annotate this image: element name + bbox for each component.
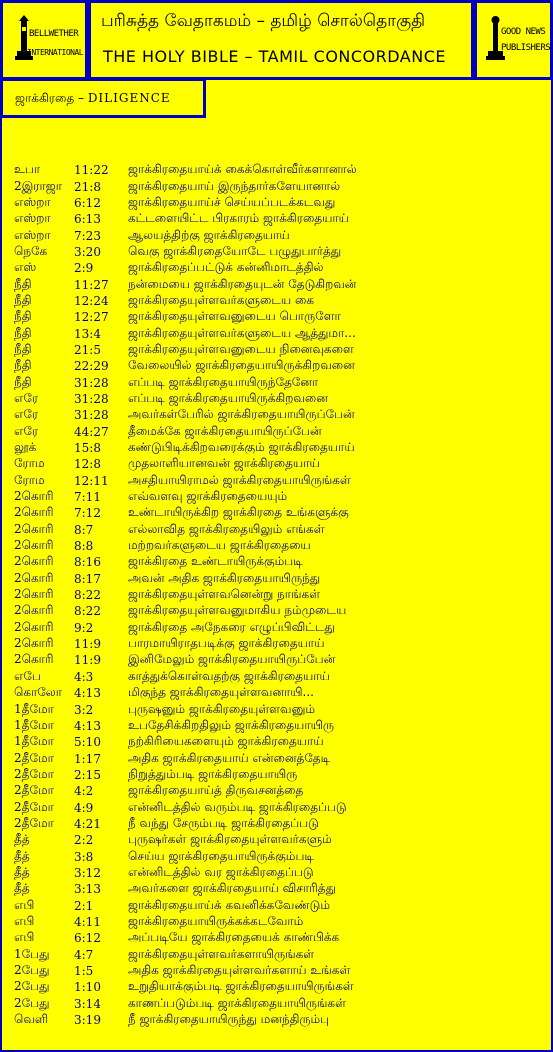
entry-book: ரோம bbox=[14, 456, 45, 471]
entry-book: 2பேது bbox=[14, 979, 50, 994]
entry-reference: 21:8 bbox=[74, 179, 101, 194]
entry-text: எல்லாவித ஜாக்கிரதையிலும் எங்கள் bbox=[128, 521, 325, 536]
entry-book: 2தீமோ bbox=[14, 799, 54, 814]
list-item bbox=[14, 734, 534, 750]
entry-reference: 2:2 bbox=[74, 833, 94, 848]
entry-text: ஜாக்கிரதையுள்ளவனென்று நாங்கள் bbox=[128, 587, 321, 602]
entry-text: உபதேசிக்கிறதிலும் ஜாக்கிரதையாயிரு bbox=[128, 717, 335, 732]
entry-reference: 3:2 bbox=[74, 702, 94, 717]
entry-book: 2கொரி bbox=[14, 587, 54, 602]
entry-book: எபி bbox=[14, 913, 35, 928]
entry-text: ஜாக்கிரதையுள்ளவனுடைய பொருளோ bbox=[128, 309, 341, 324]
entry-book: 2தீமோ bbox=[14, 783, 54, 798]
entry-book: 2தீமோ bbox=[14, 750, 54, 765]
list-item bbox=[14, 881, 534, 897]
entry-reference: 12:11 bbox=[74, 473, 109, 488]
entry-reference: 11:27 bbox=[74, 277, 109, 292]
list-item bbox=[14, 489, 534, 505]
list-item bbox=[14, 227, 534, 243]
entry-book: எபி bbox=[14, 930, 35, 945]
entry-reference: 8:7 bbox=[74, 522, 94, 537]
entry-reference: 11:9 bbox=[74, 637, 101, 652]
entry-book: தீத் bbox=[14, 864, 30, 879]
list-item bbox=[14, 440, 534, 456]
entry-reference: 2:9 bbox=[74, 261, 94, 276]
entry-book: உபா bbox=[14, 162, 41, 177]
list-item bbox=[14, 620, 534, 636]
entry-book: 2கொரி bbox=[14, 570, 54, 585]
list-item bbox=[14, 685, 534, 701]
entry-book: 2கொரி bbox=[14, 652, 54, 667]
entry-book: எரே bbox=[14, 423, 39, 438]
list-item bbox=[14, 603, 534, 619]
entry-reference: 4:7 bbox=[74, 947, 94, 962]
entry-reference: 31:28 bbox=[74, 375, 109, 390]
entry-text: அசதியாயிராமல் ஜாக்கிரதையாயிருங்கள் bbox=[128, 472, 351, 487]
word-tamil: ஜாக்கிரதை bbox=[15, 91, 75, 105]
entry-text: காத்துக்கொள்வதற்கு ஜாக்கிரதையாய் bbox=[128, 668, 330, 683]
list-item bbox=[14, 701, 534, 717]
list-item bbox=[14, 963, 534, 979]
entry-text: ஜாக்கிரதையுள்ளவர்களுடைய கை bbox=[128, 292, 315, 307]
entry-book: 1பேது bbox=[14, 946, 50, 961]
list-item bbox=[14, 522, 534, 538]
entry-book: நீதி bbox=[14, 358, 32, 373]
good-news-logo-line2: PUBLISHERS bbox=[501, 43, 551, 53]
entry-text: முதலாளியானவன் ஜாக்கிரதையாய் bbox=[128, 456, 320, 471]
entry-reference: 2:15 bbox=[74, 767, 101, 782]
list-item bbox=[14, 783, 534, 799]
entry-reference: 31:28 bbox=[74, 408, 109, 423]
title-tamil: பரிசுத்த வேதாகமம் – தமிழ் சொல்தொகுதி bbox=[101, 11, 426, 31]
entry-text: எப்படி ஜாக்கிரதையாயிருந்தேனோ bbox=[128, 374, 319, 389]
entry-reference: 1:17 bbox=[74, 751, 101, 766]
entry-reference: 12:24 bbox=[74, 293, 109, 308]
entry-reference: 3:12 bbox=[74, 865, 101, 880]
entry-reference: 12:27 bbox=[74, 310, 109, 325]
list-item bbox=[14, 374, 534, 390]
entry-reference: 13:4 bbox=[74, 326, 101, 341]
entry-text: ஜாக்கிரதையாய் இருந்தார்களேயானால் bbox=[128, 178, 341, 193]
list-item bbox=[14, 538, 534, 554]
entry-text: நீ வந்து சேரும்படி ஜாக்கிரதைப்படு bbox=[128, 815, 319, 830]
entry-book: எபே bbox=[14, 668, 41, 683]
entry-reference: 1:10 bbox=[74, 980, 101, 995]
list-item bbox=[14, 293, 534, 309]
entry-text: என்னிடத்தில் வர ஜாக்கிரதைப்படு bbox=[128, 864, 314, 879]
entry-text: உண்டாயிருக்கிற ஜாக்கிரதை உங்களுக்கு bbox=[128, 505, 349, 520]
list-item bbox=[14, 930, 534, 946]
entry-book: நெகே bbox=[14, 243, 48, 258]
entry-text: ஜாக்கிரதையுள்ளவனுமாகிய நம்முடைய bbox=[128, 603, 347, 618]
entry-text: அவர்கள்பேரில் ஜாக்கிரதையாயிருப்பேன் bbox=[128, 407, 355, 422]
entry-reference: 8:17 bbox=[74, 571, 101, 586]
list-item bbox=[14, 358, 534, 374]
entry-reference: 21:5 bbox=[74, 342, 101, 357]
entry-text: ஜாக்கிரதைப்பட்டுக் கன்னிமாடத்தில் bbox=[128, 260, 324, 275]
word-english: DILIGENCE bbox=[87, 91, 171, 105]
entry-book: எபி bbox=[14, 897, 35, 912]
list-item bbox=[14, 276, 534, 292]
entry-reference: 8:16 bbox=[74, 555, 101, 570]
good-news-logo bbox=[474, 0, 553, 80]
entry-text: ஜாக்கிரதை அநேகரை எழுப்பிவிட்டது bbox=[128, 619, 335, 634]
word-heading-text bbox=[15, 91, 171, 107]
list-item bbox=[14, 554, 534, 570]
entry-book: 2பேது bbox=[14, 995, 50, 1010]
entry-text: ஜாக்கிரதையாய்ச் செய்யப்படக்கடவது bbox=[128, 194, 336, 209]
entry-text: எப்படி ஜாக்கிரதையாயிருக்கிறவனை bbox=[128, 390, 328, 405]
entry-text: வெகு ஜாக்கிரதையோடே பழுதுபார்த்து bbox=[128, 243, 342, 258]
entry-text: அவன் அதிக ஜாக்கிரதையாயிருந்து bbox=[128, 570, 321, 585]
entry-reference: 15:8 bbox=[74, 441, 101, 456]
word-heading bbox=[0, 78, 206, 118]
entry-text: ஜாக்கிரதையாய்க் கவனிக்கவேண்டும் bbox=[128, 897, 331, 912]
entry-book: 1தீமோ bbox=[14, 734, 54, 749]
entry-reference: 7:11 bbox=[74, 490, 101, 505]
entry-text: நிறுத்தும்படி ஜாக்கிரதையாயிரு bbox=[128, 766, 298, 781]
list-item bbox=[14, 244, 534, 260]
entry-book: லூக் bbox=[14, 440, 37, 455]
entry-book: எரே bbox=[14, 390, 39, 405]
entry-reference: 6:13 bbox=[74, 212, 101, 227]
list-item bbox=[14, 669, 534, 685]
bellwether-logo-line1: BELLWETHER bbox=[29, 29, 79, 39]
list-item bbox=[14, 848, 534, 864]
entry-reference: 1:5 bbox=[74, 964, 94, 979]
entry-book: கொலோ bbox=[14, 685, 63, 700]
entry-book: 2கொரி bbox=[14, 636, 54, 651]
entry-reference: 8:22 bbox=[74, 588, 101, 603]
list-item bbox=[14, 571, 534, 587]
entry-text: என்னிடத்தில் வரும்படி ஜாக்கிரதைப்படு bbox=[128, 799, 347, 814]
good-news-logo-icon bbox=[483, 15, 553, 65]
entry-book: 2கொரி bbox=[14, 619, 54, 634]
entry-reference: 44:27 bbox=[74, 424, 109, 439]
entry-text: தீமைக்கே ஜாக்கிரதையாயிருப்பேன் bbox=[128, 423, 322, 438]
list-item bbox=[14, 342, 534, 358]
list-item bbox=[14, 162, 534, 178]
entry-text: அப்படியே ஜாக்கிரதையைக் காண்பிக்க bbox=[128, 930, 340, 945]
entry-text: மிகுந்த ஜாக்கிரதையுள்ளவனாயி... bbox=[128, 685, 314, 700]
list-item bbox=[14, 996, 534, 1012]
entry-text: அதிக ஜாக்கிரதையாய் என்னைத்தேடி bbox=[128, 750, 331, 765]
entry-text: கட்டளையிட்ட பிரகாரம் ஜாக்கிரதையாய் bbox=[128, 211, 349, 226]
list-item bbox=[14, 505, 534, 521]
entry-reference: 7:12 bbox=[74, 506, 101, 521]
entry-reference: 6:12 bbox=[74, 931, 101, 946]
entry-book: 2கொரி bbox=[14, 521, 54, 536]
entry-reference: 3:14 bbox=[74, 996, 101, 1011]
entry-book: தீத் bbox=[14, 881, 30, 896]
entry-reference: 3:8 bbox=[74, 849, 94, 864]
entry-text: எவ்வளவு ஜாக்கிரதையையும் bbox=[128, 489, 288, 504]
entry-text: ஜாக்கிரதையாய்த் திருவசனத்தை bbox=[128, 783, 304, 798]
entry-text: ஜாக்கிரதையாயிருக்கக்கடவோம் bbox=[128, 913, 304, 928]
title-banner bbox=[88, 0, 474, 80]
bellwether-logo-line2: INTERNATIONAL bbox=[27, 48, 84, 57]
list-item bbox=[14, 195, 534, 211]
entry-text: ஜாக்கிரதையுள்ளவர்களாயிருங்கள் bbox=[128, 946, 315, 961]
entry-reference: 2:1 bbox=[74, 898, 94, 913]
entry-reference: 12:8 bbox=[74, 457, 101, 472]
entry-text: ஆலயத்திற்கு ஜாக்கிரதையாய் bbox=[128, 227, 290, 242]
entry-text: நற்கிரியைகளையும் ஜாக்கிரதையாய் bbox=[128, 734, 324, 749]
list-item bbox=[14, 914, 534, 930]
list-item bbox=[14, 652, 534, 668]
entry-text: அவர்களை ஜாக்கிரதையாய் விசாரித்து bbox=[128, 881, 337, 896]
title-english: THE HOLY BIBLE – TAMIL CONCORDANCE bbox=[103, 47, 446, 66]
list-item bbox=[14, 456, 534, 472]
entry-reference: 6:12 bbox=[74, 195, 101, 210]
list-item bbox=[14, 636, 534, 652]
entry-reference: 3:20 bbox=[74, 244, 101, 259]
entry-text: நீ ஜாக்கிரதையாயிருந்து மனந்திரும்பு bbox=[128, 1012, 330, 1027]
list-item bbox=[14, 178, 534, 194]
list-item bbox=[14, 947, 534, 963]
list-item bbox=[14, 767, 534, 783]
entry-text: பாரமாயிராதபடிக்கு ஜாக்கிரதையாய் bbox=[128, 636, 325, 651]
entry-book: நீதி bbox=[14, 309, 32, 324]
entry-book: 2இராஜா bbox=[14, 178, 63, 193]
entry-book: நீதி bbox=[14, 276, 32, 291]
entry-book: 2கொரி bbox=[14, 489, 54, 504]
entry-reference: 8:8 bbox=[74, 539, 94, 554]
entry-book: நீதி bbox=[14, 325, 32, 340]
list-item bbox=[14, 424, 534, 440]
entry-text: புருஷனும் ஜாக்கிரதையுள்ளவனும் bbox=[128, 701, 316, 716]
list-item bbox=[14, 325, 534, 341]
entry-text: நன்மையை ஜாக்கிரதையுடன் தேடுகிறவன் bbox=[128, 276, 357, 291]
entry-book: 2பேது bbox=[14, 963, 50, 978]
list-item bbox=[14, 309, 534, 325]
list-item bbox=[14, 260, 534, 276]
list-item bbox=[14, 979, 534, 995]
bellwether-logo bbox=[0, 0, 88, 80]
entry-book: வெளி bbox=[14, 1012, 49, 1027]
entry-book: 2கொரி bbox=[14, 538, 54, 553]
entry-book: 1தீமோ bbox=[14, 701, 54, 716]
entry-text: உறுதியாக்கும்படி ஜாக்கிரதையாயிருங்கள் bbox=[128, 979, 354, 994]
entry-book: 2தீமோ bbox=[14, 815, 54, 830]
entry-reference: 4:3 bbox=[74, 669, 94, 684]
entry-text: செய்ய ஜாக்கிரதையாயிருக்கும்படி bbox=[128, 848, 314, 863]
entry-book: ரோம bbox=[14, 472, 45, 487]
entry-book: 2கொரி bbox=[14, 603, 54, 618]
list-item bbox=[14, 799, 534, 815]
entry-reference: 3:13 bbox=[74, 882, 101, 897]
entry-book: நீதி bbox=[14, 374, 32, 389]
entry-reference: 4:2 bbox=[74, 784, 94, 799]
entry-book: நீதி bbox=[14, 292, 32, 307]
list-item bbox=[14, 587, 534, 603]
entry-reference: 8:22 bbox=[74, 604, 101, 619]
entry-reference: 5:10 bbox=[74, 735, 101, 750]
list-item bbox=[14, 865, 534, 881]
entry-book: தீத் bbox=[14, 832, 30, 847]
list-item bbox=[14, 750, 534, 766]
good-news-logo-line1: GOOD NEWS bbox=[501, 27, 546, 37]
entry-book: எஸ்றா bbox=[14, 227, 51, 242]
list-item bbox=[14, 832, 534, 848]
entry-text: காணப்படும்படி ஜாக்கிரதையாயிருங்கள் bbox=[128, 995, 346, 1010]
entry-reference: 9:2 bbox=[74, 620, 94, 635]
word-separator: – bbox=[77, 91, 84, 105]
entry-reference: 31:28 bbox=[74, 391, 109, 406]
entry-text: அதிக ஜாக்கிரதையுள்ளவர்களாய் உங்கள் bbox=[128, 963, 351, 978]
entry-reference: 4:11 bbox=[74, 914, 101, 929]
entry-text: கண்டுபிடிக்கிறவரைக்கும் ஜாக்கிரதையாய் bbox=[128, 440, 355, 455]
entry-text: ஜாக்கிரதையாய்க் கைக்கொள்வீர்களானால் bbox=[128, 162, 357, 177]
entry-book: 2தீமோ bbox=[14, 766, 54, 781]
list-item bbox=[14, 407, 534, 423]
entry-text: ஜாக்கிரதையுள்ளவனுடைய நினைவுகளை bbox=[128, 341, 354, 356]
list-item bbox=[14, 211, 534, 227]
list-item bbox=[14, 391, 534, 407]
entry-text: ஜாக்கிரதை உண்டாயிருக்கும்படி bbox=[128, 554, 303, 569]
entry-text: மற்றவர்களுடைய ஜாக்கிரதையை bbox=[128, 538, 311, 553]
list-item bbox=[14, 897, 534, 913]
entry-book: எஸ்றா bbox=[14, 194, 51, 209]
entry-book: எஸ் bbox=[14, 260, 37, 275]
concordance-list bbox=[14, 162, 534, 1028]
entry-text: வேலையில் ஜாக்கிரதையாயிருக்கிறவனை bbox=[128, 358, 355, 373]
entry-text: இனிமேலும் ஜாக்கிரதையாயிருப்பேன் bbox=[128, 652, 336, 667]
entry-reference: 11:22 bbox=[74, 163, 109, 178]
entry-book: எரே bbox=[14, 407, 39, 422]
entry-reference: 4:13 bbox=[74, 686, 101, 701]
entry-reference: 7:23 bbox=[74, 228, 101, 243]
entry-text: புருஷர்கள் ஜாக்கிரதையுள்ளவர்களும் bbox=[128, 832, 332, 847]
entry-book: தீத் bbox=[14, 848, 30, 863]
list-item bbox=[14, 1012, 534, 1028]
entry-text: ஜாக்கிரதையுள்ளவர்களுடைய ஆத்துமா... bbox=[128, 325, 356, 340]
entry-reference: 4:21 bbox=[74, 816, 101, 831]
entry-book: 1தீமோ bbox=[14, 717, 54, 732]
entry-reference: 11:9 bbox=[74, 653, 101, 668]
list-item bbox=[14, 473, 534, 489]
entry-book: எஸ்றா bbox=[14, 211, 51, 226]
entry-reference: 22:29 bbox=[74, 359, 109, 374]
entry-reference: 4:13 bbox=[74, 718, 101, 733]
entry-book: 2கொரி bbox=[14, 554, 54, 569]
entry-book: 2கொரி bbox=[14, 505, 54, 520]
entry-book: நீதி bbox=[14, 341, 32, 356]
list-item bbox=[14, 816, 534, 832]
list-item bbox=[14, 718, 534, 734]
entry-reference: 4:9 bbox=[74, 800, 94, 815]
entry-reference: 3:19 bbox=[74, 1013, 101, 1028]
